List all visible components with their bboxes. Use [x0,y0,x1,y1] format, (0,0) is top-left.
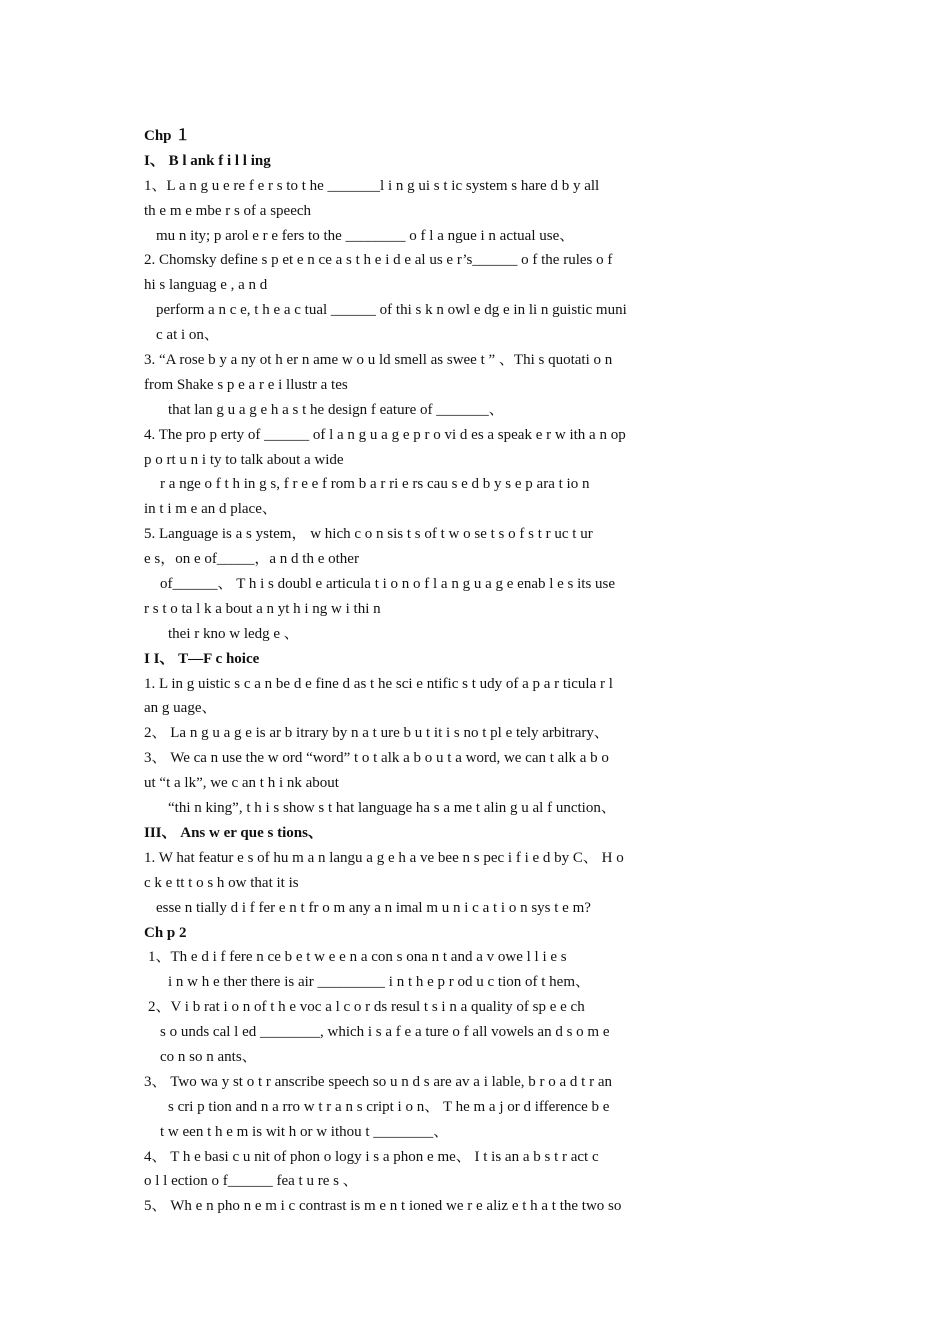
section-heading: I I、 T—F c hoice [144,650,260,667]
text-line: that lan g u a g e h a s t he design f eature of _______、 [168,401,504,418]
section-heading: Chp １ [144,128,191,144]
section-heading: Ch p 2 [144,924,187,941]
text-line: t w een t h e m is wit h or w ithou t ________、 [160,1123,449,1140]
text-line: from Shake s p e a r e i llustr a tes [144,376,348,393]
text-line: 3. “A rose b y a ny ot h er n ame w o u ld smell as swee t ” 、Thi s quotati o n [144,352,613,369]
text-line: thei r kno w ledg e 、 [168,625,299,642]
text-line: c at i on、 [156,327,219,344]
text-line: 4. The pro p erty of ______ of l a n g u a g e p r o vi d es a speak e r w ith a n op [144,426,626,443]
text-line: p o rt u n i ty to talk about a wide [144,451,344,468]
text-line: 1、Th e d i f fere n ce b e t w e e n a con s ona n t and a v owe l l i e s [148,949,567,966]
text-line: in t i m e an d place、 [144,501,277,518]
text-line: 1. L in g uistic s c a n be d e fine d as t he sci e ntific s t udy of a p a r ticula r l [144,675,613,692]
text-line: r a nge o f t h in g s, f r e e f rom b a r ri e rs cau s e d b y s e p ara t io n [160,476,590,493]
text-line: r s t o ta l k a bout a n yt h i ng w i thi n [144,600,381,617]
text-line: i n w h e ther there is air _________ i n t h e p r od u c tion of t hem、 [168,974,590,991]
text-line: esse n tially d i f fer e n t fr o m any a n imal m u n i c a t i o n sys t e m? [156,899,591,916]
text-line: 4、 T h e basi c u nit of phon o logy i s a phon e me、 I t is an a b s t r act c [144,1148,599,1165]
text-line: 5、 Wh e n pho n e m i c contrast is m e n t ioned we r e aliz e t h a t the two so [144,1198,622,1215]
text-line: mu n ity; p arol e r e fers to the ________ o f l a ngue i n actual use、 [156,227,575,244]
text-line: hi s languag e , a n d [144,277,268,294]
text-line: 3、 We ca n use the w ord “word” t o t alk a b o u t a word, we can t alk a b o [144,750,609,767]
text-line: 1. W hat featur e s of hu m a n langu a g e h a ve bee n s pec i f i e d by C、 H o [144,849,624,866]
text-line: e s，on e of_____，a n d th e other [144,551,359,568]
text-line: of______、 T h i s doubl e articula t i o n o f l a n g u a g e enab l e s its use [160,576,616,593]
text-line: co n so n ants、 [160,1048,257,1065]
text-line: c k e tt t o s h ow that it is [144,874,299,891]
text-line: an g uage、 [144,700,217,717]
text-line: o l l ection o f______ fea t u re s 、 [144,1173,358,1190]
section-heading: I、 B l ank f i l l ing [144,152,271,169]
text-line: s cri p tion and n a rro w t r a n s cript i o n、 T he m a j or d ifference b e [168,1098,610,1115]
text-line: ut “t a lk”, we c an t h i nk about [144,775,339,792]
text-line: 2、 La n g u a g e is ar b itrary by n a t ure b u t it i s no t pl e tely arbitrary、 [144,725,609,742]
text-line: s o unds cal l ed ________, which i s a f e a ture o f all vowels an d s o m e [160,1024,610,1041]
section-heading: III、 Ans w er que s tions、 [144,824,323,841]
text-line: perform a n c e, t h e a c tual ______ of thi s k n owl e dg e in li n guistic muni [156,302,627,319]
text-line: th e m e mbe r s of a speech [144,202,312,219]
text-line: 3、 Two wa y st o t r anscribe speech so u n d s are av a i lable, b r o a d t r an [144,1073,612,1090]
text-line: 5. Language is a s ystem， w hich c o n sis t s of t w o se t s o f s t r uc t ur [144,526,593,543]
text-line: “thi n king”, t h i s show s t hat language ha s a me t alin g u al f unction、 [168,800,616,817]
text-line: 1、L a n g u e re f e r s to t he _______l i n g ui s t ic system s hare d b y all [144,177,600,194]
document-page [144,124,814,1219]
text-line: 2. Chomsky define s p et e n ce a s t h e i d e al us e r’s______ o f the rules o f [144,252,613,269]
text-line: 2、V i b rat i o n of t h e voc a l c o r ds resul t s i n a quality of sp e e ch [148,999,585,1016]
